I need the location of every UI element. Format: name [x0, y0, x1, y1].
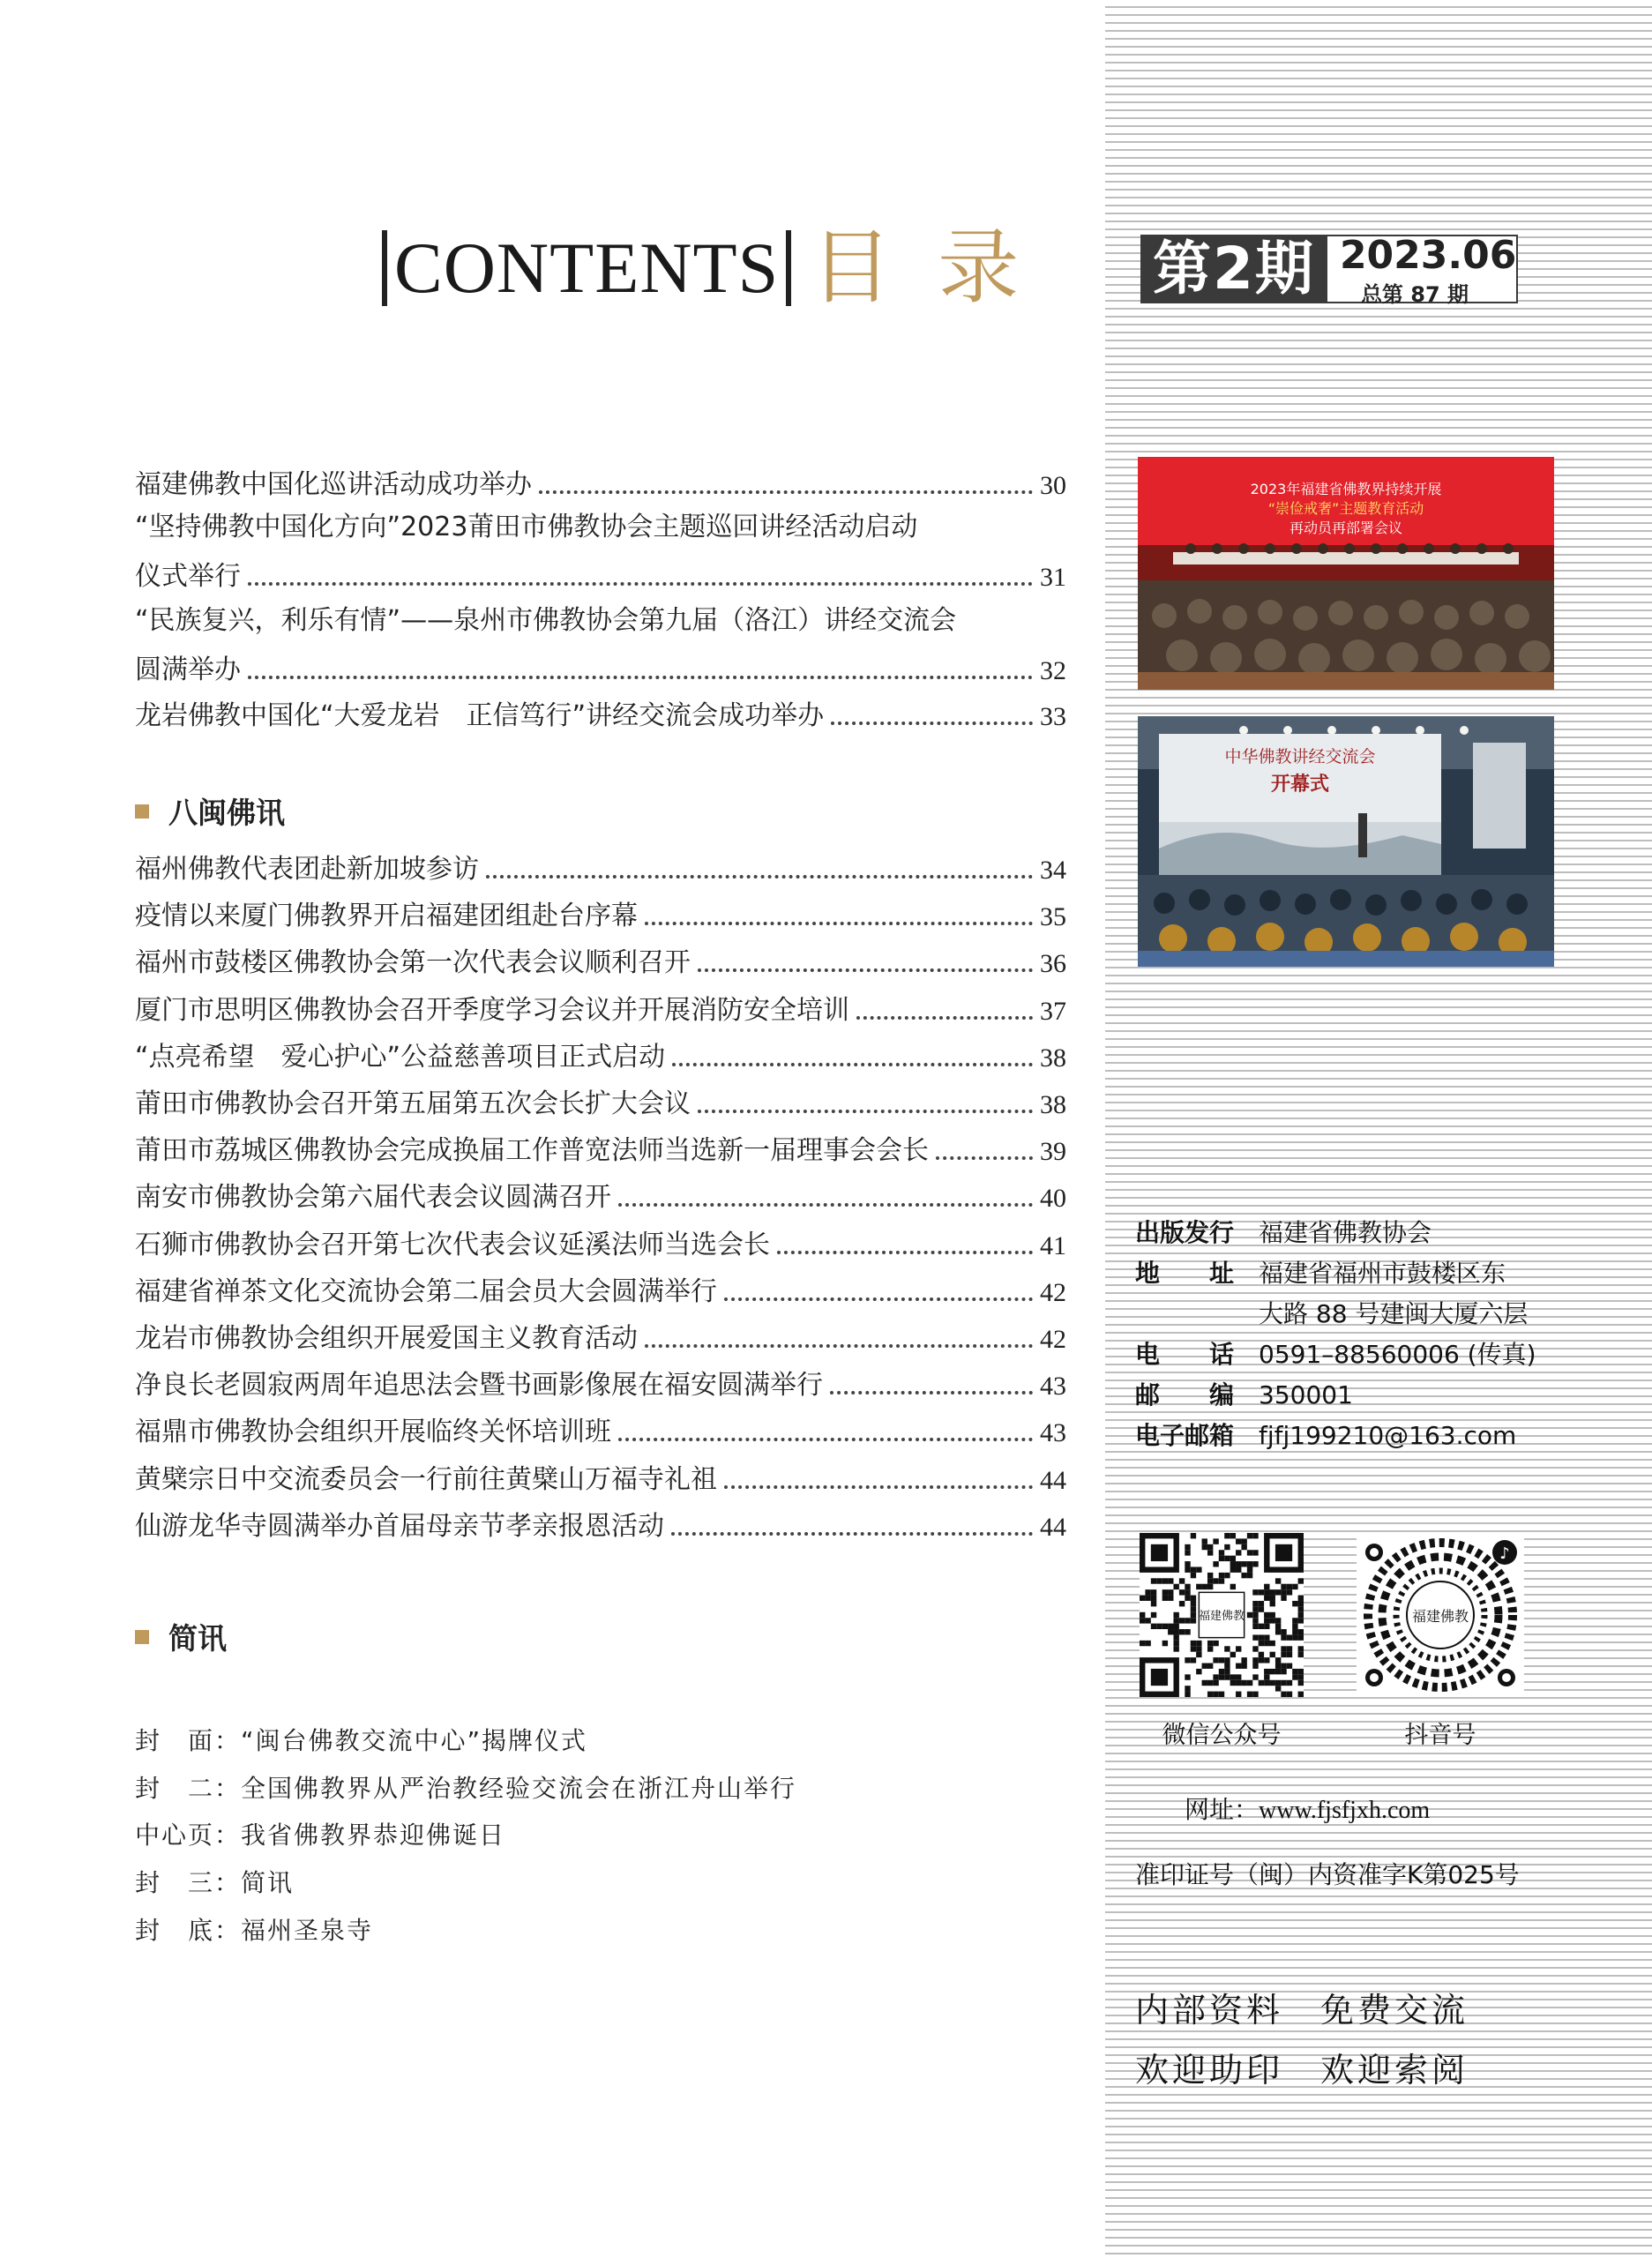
- toc-entry-title: 黄檗宗日中交流委员会一行前往黄檗山万福寺礼祖: [135, 1464, 717, 1495]
- toc-leader: [672, 1063, 1033, 1066]
- issue-total: 总第 87 期: [1360, 282, 1469, 307]
- section-marker: [135, 1630, 149, 1644]
- banner-line-1: 2023年福建省佛教界持续开展: [1250, 481, 1442, 497]
- toc-leader: [698, 1110, 1033, 1113]
- toc-leader: [618, 1203, 1033, 1207]
- toc-page-number: 36: [1040, 949, 1066, 978]
- toc-page-number: 33: [1040, 702, 1066, 731]
- toc-page-number: 39: [1040, 1137, 1066, 1166]
- info-label: 邮 编: [1135, 1380, 1235, 1409]
- toc-entry-title: 厦门市思明区佛教协会召开季度学习会议并开展消防安全培训: [135, 995, 849, 1026]
- section-marker: [135, 804, 149, 819]
- toc-entry-title: 仙游龙华寺圆满举办首届母亲节孝亲报恩活动: [135, 1511, 664, 1542]
- toc-entry[interactable]: [135, 1178, 1066, 1214]
- info-label: 电子邮箱: [1135, 1421, 1235, 1450]
- wechat-qr-caption: 微信公众号: [1162, 1722, 1282, 1749]
- toc-entry[interactable]: [135, 991, 1066, 1027]
- info-row: [1135, 1254, 1506, 1293]
- toc-entry-title: 莆田市荔城区佛教协会完成换届工作普宽法师当选新一届理事会会长: [135, 1135, 929, 1166]
- toc-leader: [618, 1438, 1033, 1441]
- toc-entry-title-cont: 圆满举办: [135, 654, 241, 685]
- cover-item: [135, 1866, 294, 1900]
- section-title: 八闽佛讯: [168, 796, 285, 830]
- toc-entry[interactable]: [135, 1085, 1066, 1120]
- mulu-title: 目录: [811, 221, 1065, 315]
- info-value: 350001: [1259, 1380, 1353, 1409]
- qr-center-text: 福建佛教: [1198, 1610, 1245, 1623]
- toc-entry-title[interactable]: “坚持佛教中国化方向”2023莆田市佛教协会主题巡回讲经活动启动: [135, 512, 918, 542]
- toc-entry-title: 福州佛教代表团赴新加坡参访: [135, 854, 479, 885]
- toc-leader: [724, 1297, 1033, 1301]
- info-value: 福建省福州市鼓楼区东: [1259, 1259, 1506, 1288]
- header-divider: [382, 230, 387, 306]
- toc-entry-title: 净良长老圆寂两周年追思法会暨书画影像展在福安圆满举行: [135, 1370, 823, 1401]
- toc-page-number: 30: [1040, 471, 1066, 500]
- toc-page-number: 42: [1040, 1278, 1066, 1307]
- info-value: fjfj199210@163.com: [1259, 1421, 1517, 1450]
- slogan-line: 内部资料 免费交流: [1135, 1991, 1469, 2030]
- banner-line-2: “崇俭戒奢”主题教育活动: [1267, 500, 1424, 517]
- toc-entry-title: 龙岩佛教中国化“大爱龙岩 正信笃行”讲经交流会成功举办: [135, 700, 825, 731]
- toc-entry[interactable]: [135, 1226, 1066, 1261]
- toc-page-number: 38: [1040, 1090, 1066, 1119]
- cover-item: [135, 1724, 587, 1758]
- issue-badge: [1140, 233, 1518, 307]
- douyin-qr-code[interactable]: [1357, 1533, 1524, 1697]
- striped-background-panel: [1105, 0, 1652, 2258]
- toc-entry[interactable]: [135, 466, 1066, 501]
- info-row: [1135, 1417, 1516, 1455]
- toc-entry-title: 莆田市佛教协会召开第五届第五次会长扩大会议: [135, 1088, 691, 1119]
- toc-page-number: 32: [1040, 656, 1066, 685]
- toc-entry-title: 福建佛教中国化巡讲活动成功举办: [135, 469, 532, 500]
- cover-text: 全国佛教界从严治教经验交流会在浙江舟山举行: [241, 1774, 797, 1803]
- toc-page-number: 34: [1040, 856, 1066, 885]
- contents-word: CONTENTS: [394, 228, 780, 308]
- toc-entry-title: 龙岩市佛教协会组织开展爱国主义教育活动: [135, 1323, 638, 1354]
- douyin-qr-caption: 抖音号: [1404, 1722, 1476, 1749]
- toc-page-number: 44: [1040, 1466, 1066, 1495]
- toc-page-number: 35: [1040, 902, 1066, 931]
- cover-label: 中心页：: [135, 1821, 242, 1850]
- toc-entry[interactable]: [135, 651, 1066, 686]
- toc-page-number: 41: [1040, 1231, 1066, 1260]
- toc-entry[interactable]: [135, 1461, 1066, 1496]
- info-label: 电 话: [1135, 1340, 1235, 1369]
- issue-number: 第2期: [1140, 235, 1327, 303]
- info-value: 大路 88 号建闽大厦六层: [1259, 1299, 1529, 1328]
- toc-leader: [645, 1344, 1033, 1348]
- toc-entry-title: 南安市佛教协会第六届代表会议圆满召开: [135, 1182, 611, 1213]
- info-label: 出版发行: [1135, 1218, 1235, 1247]
- toc-page-number: 31: [1040, 563, 1066, 592]
- cover-item: [135, 1914, 373, 1948]
- toc-leader: [724, 1485, 1033, 1489]
- toc-leader: [248, 582, 1033, 586]
- info-label: 地 址: [1135, 1259, 1235, 1288]
- toc-page-number: 37: [1040, 997, 1066, 1026]
- toc-entry-title[interactable]: “民族复兴，利乐有情”——泉州市佛教协会第九届（洛江）讲经交流会: [135, 605, 957, 636]
- screen-subtitle: 开幕式: [1270, 774, 1330, 796]
- toc-entry[interactable]: [135, 1413, 1066, 1448]
- toc-entry[interactable]: [135, 697, 1066, 732]
- douyin-logo-icon: ♪: [1499, 1544, 1510, 1563]
- permit-number: 准印证号（闽）内资准字K第025号: [1135, 1860, 1520, 1889]
- toc-entry[interactable]: [135, 1366, 1066, 1402]
- toc-entry[interactable]: [135, 850, 1066, 886]
- toc-entry-title: 福鼎市佛教协会组织开展临终关怀培训班: [135, 1417, 611, 1447]
- meeting-photo-1: [1138, 457, 1554, 690]
- info-row: [1135, 1335, 1536, 1374]
- cover-item: [135, 1772, 796, 1806]
- contents-header: [375, 221, 1065, 315]
- toc-leader: [856, 1016, 1033, 1020]
- issue-info: [1327, 233, 1518, 307]
- toc-leader: [645, 922, 1033, 925]
- cover-label: 封 三：: [135, 1868, 242, 1897]
- info-row: [1135, 1295, 1528, 1334]
- toc-leader: [248, 676, 1033, 679]
- toc-entry[interactable]: [135, 1273, 1066, 1308]
- toc-entry[interactable]: [135, 1038, 1066, 1073]
- toc-entry-title-cont: 仪式举行: [135, 561, 241, 592]
- info-row: [1135, 1214, 1431, 1252]
- toc-leader: [486, 875, 1033, 879]
- toc-entry[interactable]: [135, 944, 1066, 979]
- cover-label: 封 二：: [135, 1774, 242, 1803]
- cover-item: [135, 1819, 505, 1852]
- info-value: 福建省佛教协会: [1259, 1218, 1432, 1247]
- cover-text: 简讯: [241, 1868, 295, 1897]
- toc-leader: [830, 1391, 1033, 1394]
- cover-text: “闽台佛教交流中心”揭牌仪式: [241, 1726, 588, 1755]
- toc-entry-title: “点亮希望 爱心护心”公益慈善项目正式启动: [135, 1042, 666, 1073]
- toc-leader: [831, 722, 1033, 725]
- cover-label: 封 面：: [135, 1726, 242, 1755]
- banner-line-3: 再动员再部署会议: [1289, 520, 1403, 536]
- toc-entry-title: 疫情以来厦门佛教界开启福建团组赴台序幕: [135, 901, 638, 931]
- toc-leader: [671, 1532, 1033, 1536]
- toc-page-number: 43: [1040, 1372, 1066, 1401]
- toc-leader: [777, 1251, 1033, 1254]
- toc-entry[interactable]: [135, 1132, 1066, 1167]
- wechat-qr-code[interactable]: [1140, 1533, 1304, 1697]
- toc-page-number: 40: [1040, 1184, 1066, 1213]
- slogan-line: 欢迎助印 欢迎索阅: [1135, 2051, 1469, 2090]
- info-row: [1135, 1376, 1353, 1415]
- toc-entry[interactable]: [135, 1320, 1066, 1355]
- toc-entry[interactable]: [135, 1507, 1066, 1543]
- cover-label: 封 底：: [135, 1916, 242, 1945]
- toc-entry-title: 石狮市佛教协会召开第七次代表会议延溪法师当选会长: [135, 1230, 770, 1260]
- section-heading-brief: [135, 1616, 227, 1657]
- cover-text: 我省佛教界恭迎佛诞日: [241, 1821, 506, 1850]
- website-url[interactable]: 网址：www.fjsfjxh.com: [1185, 1797, 1431, 1824]
- toc-page-number: 42: [1040, 1325, 1066, 1354]
- toc-leader: [539, 490, 1033, 494]
- toc-page-number: 44: [1040, 1513, 1066, 1542]
- toc-page-number: 43: [1040, 1418, 1066, 1447]
- toc-entry[interactable]: [135, 897, 1066, 932]
- info-value: 0591–88560006 (传真): [1259, 1340, 1536, 1369]
- toc-page-number: 38: [1040, 1043, 1066, 1073]
- section-title: 简讯: [168, 1621, 227, 1656]
- qr-center-text: 福建佛教: [1411, 1608, 1469, 1625]
- meeting-photo-2: [1138, 716, 1554, 967]
- toc-entry-title: 福州市鼓楼区佛教协会第一次代表会议顺利召开: [135, 947, 691, 978]
- toc-leader: [936, 1156, 1033, 1160]
- issue-date: 2023.06: [1339, 233, 1517, 278]
- header-divider: [786, 230, 791, 306]
- screen-title: 中华佛教讲经交流会: [1224, 747, 1376, 766]
- cover-text: 福州圣泉寺: [241, 1916, 374, 1945]
- toc-entry[interactable]: [135, 557, 1066, 593]
- toc-leader: [698, 968, 1033, 972]
- toc-entry-title: 福建省禅茶文化交流协会第二届会员大会圆满举行: [135, 1276, 717, 1307]
- section-heading-bamin: [135, 790, 285, 832]
